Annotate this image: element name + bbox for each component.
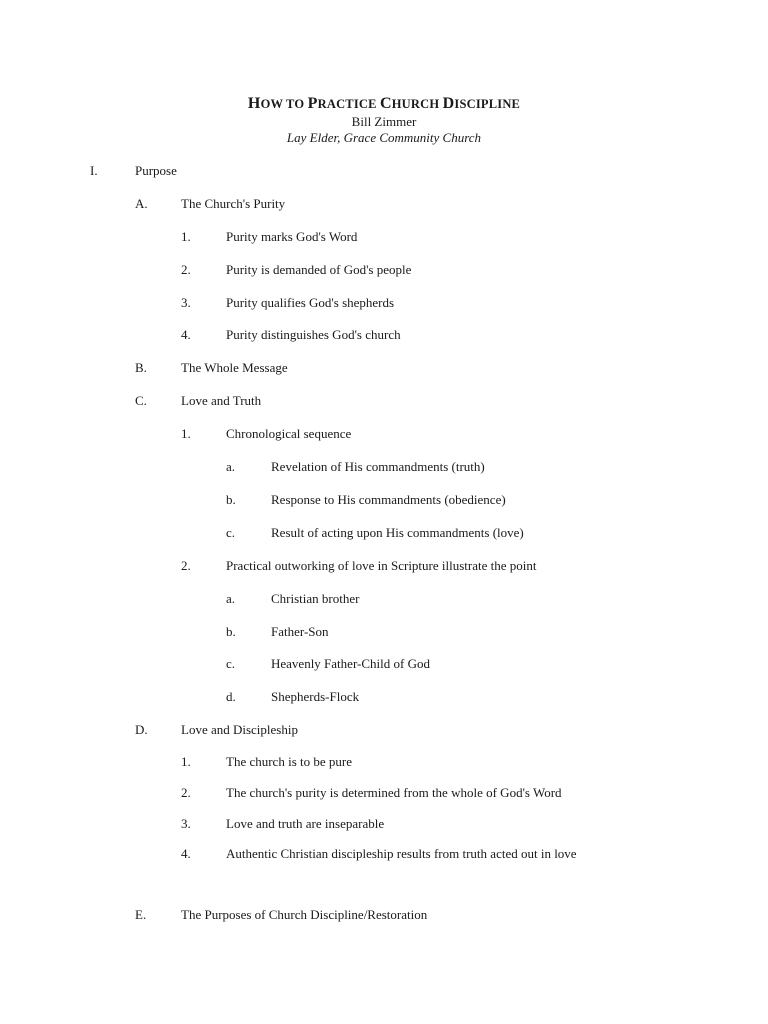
outline-text: The Whole Message (181, 360, 288, 375)
outline-marker: 2. (181, 558, 191, 573)
outline-marker: c. (226, 656, 236, 671)
outline-marker: 4. (181, 846, 191, 861)
outline-marker: a. (226, 459, 236, 474)
outline-text: The Purposes of Church Discipline/Restoration (181, 907, 428, 922)
outline-point (0, 426, 768, 442)
outline-marker: I. (90, 163, 98, 178)
outline-text: Father-Son (271, 624, 329, 639)
outline-marker: 1. (181, 754, 191, 769)
title-word-1: HOW TO (247, 95, 308, 112)
outline-marker: 3. (181, 816, 191, 831)
outline-marker: c. (226, 525, 236, 540)
outline-subpoint (0, 624, 768, 640)
outline-text: Purity qualifies God's shepherds (226, 295, 395, 310)
outline-text: Response to His commandments (obedience) (271, 492, 506, 507)
outline-marker: 4. (181, 327, 191, 342)
outline-subpoint (0, 656, 768, 672)
outline-subsection (0, 196, 768, 212)
document-title (0, 94, 768, 114)
outline-point (0, 846, 768, 862)
outline-marker: 1. (181, 426, 191, 441)
outline-marker: 2. (181, 785, 191, 800)
outline-marker: B. (135, 360, 147, 375)
outline-text: Love and Discipleship (181, 722, 298, 737)
outline-subpoint (0, 525, 768, 541)
outline-section (0, 163, 768, 179)
outline-text: Purity is demanded of God's people (226, 262, 412, 277)
title-word-2: PRACTICE (307, 95, 380, 112)
outline-subpoint (0, 459, 768, 475)
outline-subpoint (0, 591, 768, 607)
title-word-4: DISCIPLINE (442, 95, 521, 112)
outline-text: Revelation of His commandments (truth) (271, 459, 485, 474)
outline-point (0, 816, 768, 832)
outline-subpoint (0, 492, 768, 508)
outline-subpoint (0, 689, 768, 705)
outline-text: Christian brother (271, 591, 360, 606)
outline-text: Purity marks God's Word (226, 229, 358, 244)
outline-marker: 1. (181, 229, 191, 244)
outline-marker: d. (226, 689, 236, 704)
outline-subsection (0, 360, 768, 376)
outline-text: Authentic Christian discipleship results from truth acted out in love (226, 846, 577, 861)
outline-point (0, 295, 768, 311)
outline-subsection (0, 722, 768, 738)
outline-text: The church is to be pure (226, 754, 352, 769)
outline-text: Practical outworking of love in Scripture illustrate the point (226, 558, 537, 573)
outline-point (0, 754, 768, 770)
outline-subsection (0, 907, 768, 923)
outline-marker: C. (135, 393, 147, 408)
outline-text: Purity distinguishes God's church (226, 327, 401, 342)
outline-marker: b. (226, 624, 236, 639)
outline-text: Shepherds-Flock (271, 689, 360, 704)
outline-marker: A. (135, 196, 148, 211)
outline-marker: b. (226, 492, 236, 507)
outline-point (0, 558, 768, 574)
outline-text: Chronological sequence (226, 426, 352, 441)
author-name: Bill Zimmer (351, 114, 417, 129)
title-word-3: CHURCH (379, 95, 443, 112)
outline-point (0, 262, 768, 278)
author-affiliation: Lay Elder, Grace Community Church (286, 130, 482, 145)
outline-subsection (0, 393, 768, 409)
outline-text: Result of acting upon His commandments (love) (271, 525, 524, 540)
outline-text: The church's purity is determined from the whole of God's Word (226, 785, 562, 800)
outline-text: Love and truth are inseparable (226, 816, 385, 831)
outline-marker: D. (135, 722, 148, 737)
outline-marker: E. (135, 907, 147, 922)
outline-text: Purpose (135, 163, 177, 178)
outline-marker: 3. (181, 295, 191, 310)
outline-text: The Church's Purity (181, 196, 286, 211)
outline-point (0, 229, 768, 245)
outline-text: Love and Truth (181, 393, 262, 408)
outline-point (0, 785, 768, 801)
outline-marker: 2. (181, 262, 191, 277)
outline-text: Heavenly Father-Child of God (271, 656, 430, 671)
outline-marker: a. (226, 591, 236, 606)
outline-point (0, 327, 768, 343)
